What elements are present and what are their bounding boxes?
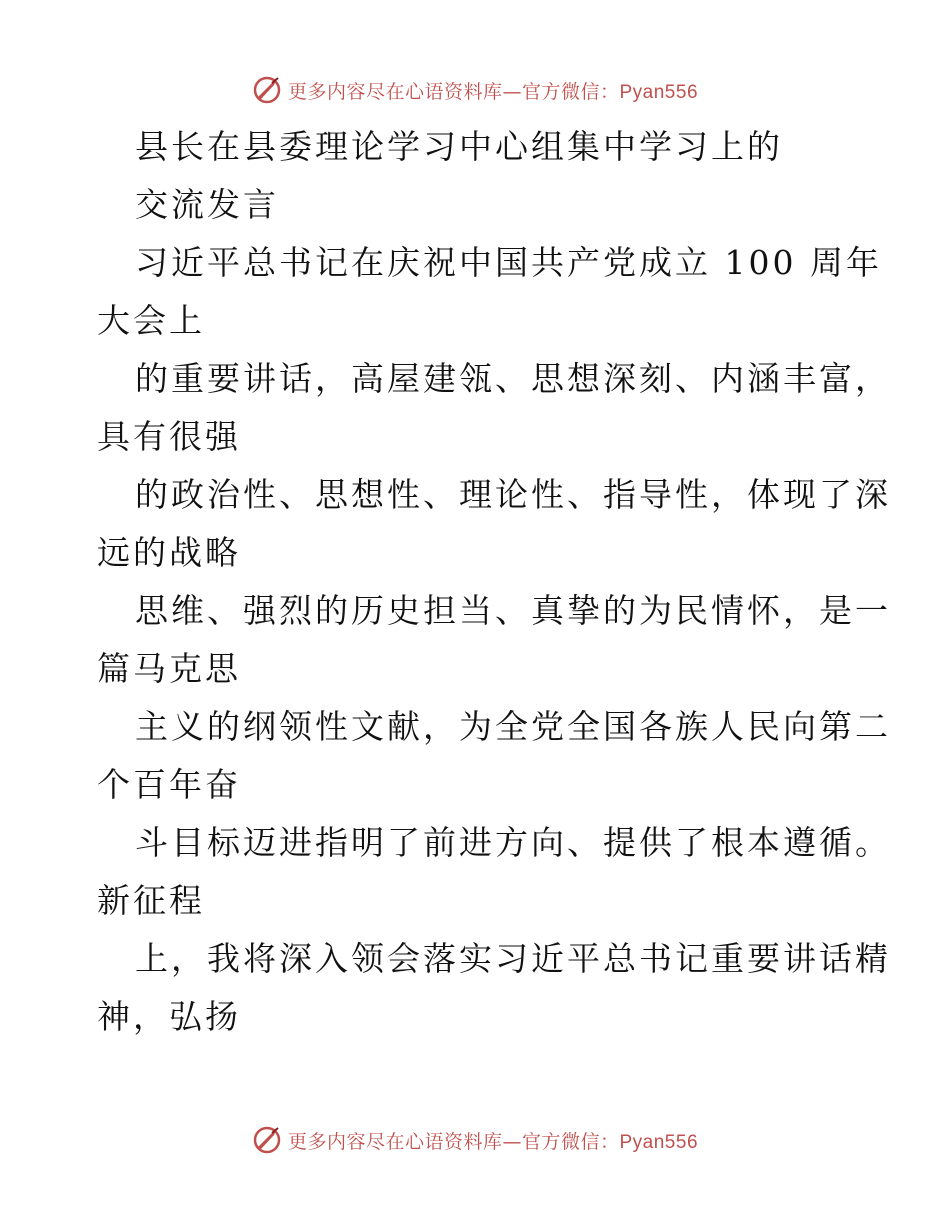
feather-pen-logo-icon [252,1125,282,1155]
doc-line: 县长在县委理论学习中心组集中学习上的 [135,127,783,166]
footer-banner-wechat-label: 官方微信： [521,1130,620,1153]
doc-line: 的重要讲话，高屋建瓴、思想深刻、内涵丰富， [135,359,891,398]
header-banner-content [252,75,698,105]
doc-line: 远的战略 [97,533,241,572]
doc-line: 神，弘扬 [97,997,241,1036]
doc-line: 交流发言 [135,185,279,224]
header-banner-handle: Pyan556 [619,81,699,103]
doc-line: 斗目标迈进指明了前进方向、提供了根本遵循。 [135,823,891,862]
footer-banner-content [252,1125,698,1155]
footer-banner-separator: — [502,1130,522,1153]
header-banner-title: 更多内容尽在心语资料库 [287,80,503,103]
doc-line: 上，我将深入领会落实习近平总书记重要讲话精 [135,939,891,978]
doc-line: 篇马克思 [97,649,241,688]
doc-line: 的政治性、思想性、理论性、指导性，体现了深 [135,475,891,514]
doc-line: 具有很强 [97,417,241,456]
document-body [97,118,891,1046]
footer-banner-title: 更多内容尽在心语资料库 [287,1130,503,1153]
footer-banner-text [288,1127,698,1154]
footer-banner-handle: Pyan556 [619,1131,699,1153]
header-banner [0,70,950,110]
doc-line: 思维、强烈的历史担当、真挚的为民情怀，是一 [135,591,891,630]
doc-line: 个百年奋 [97,765,241,804]
header-banner-separator: — [502,80,522,103]
doc-line: 新征程 [97,881,205,920]
header-banner-text [288,77,698,104]
header-banner-wechat-label: 官方微信： [521,80,620,103]
footer-banner [0,1120,950,1160]
doc-line: 大会上 [97,301,205,340]
doc-line: 习近平总书记在庆祝中国共产党成立 100 周年 [135,243,882,282]
feather-pen-logo-icon [252,75,282,105]
doc-line: 主义的纲领性文献，为全党全国各族人民向第二 [135,707,891,746]
